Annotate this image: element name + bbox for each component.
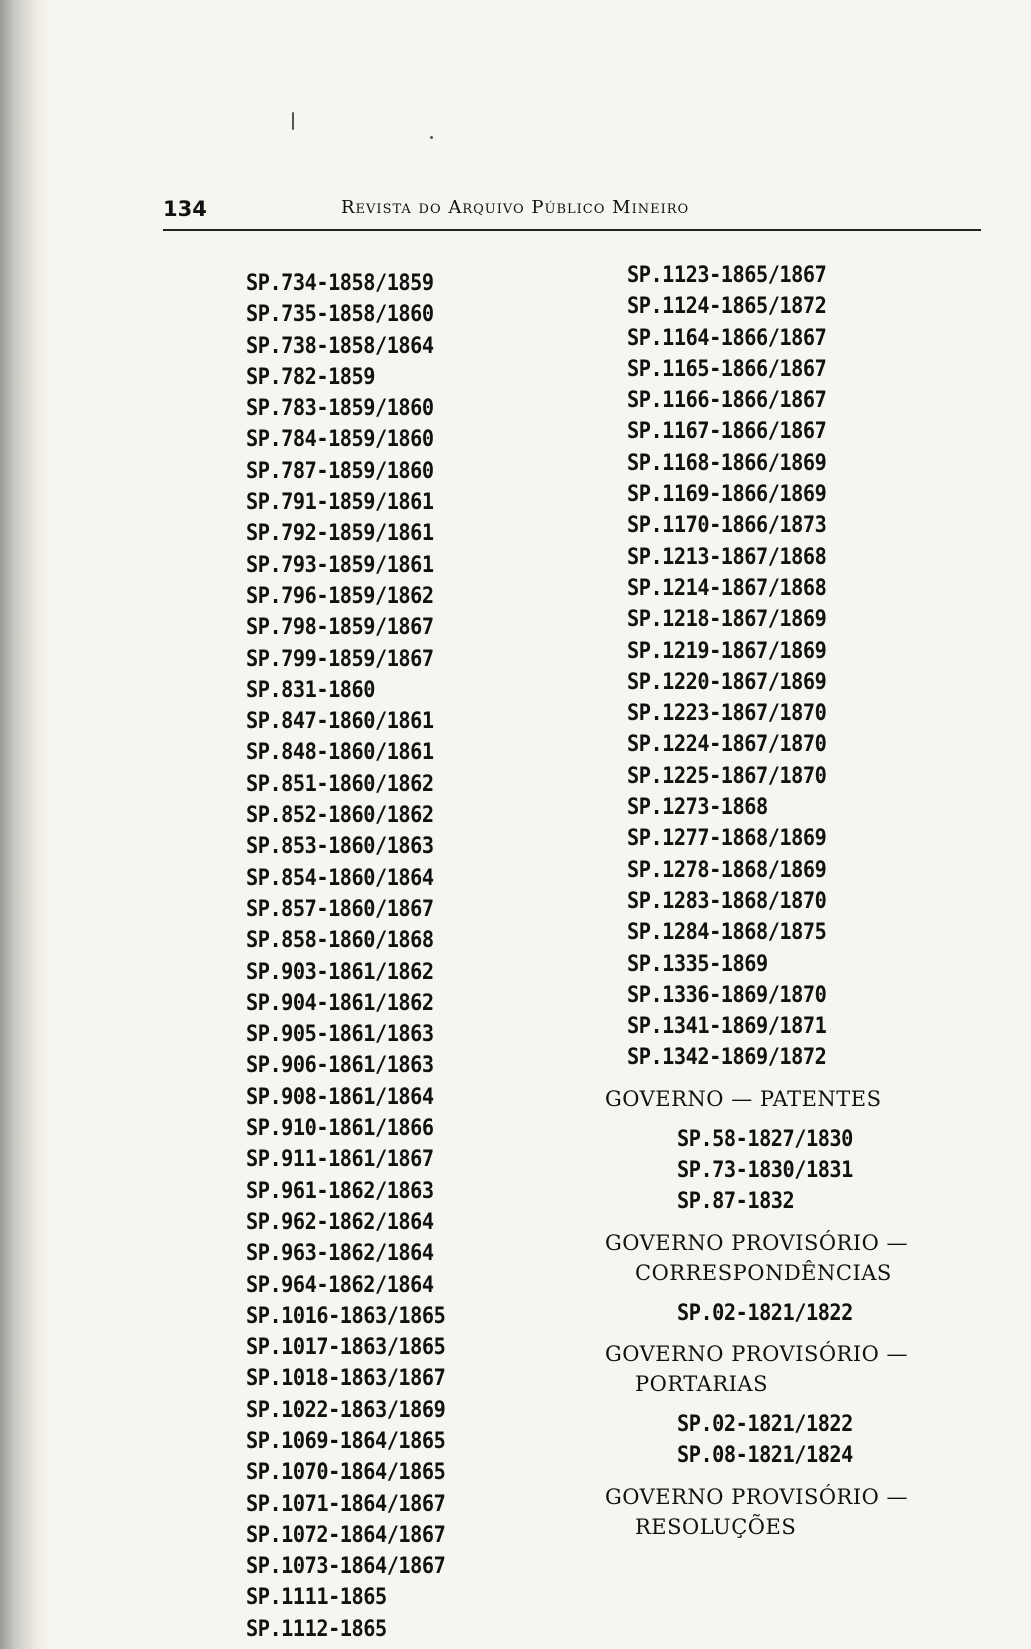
- catalog-code: SP.787-1859/1860: [246, 458, 434, 484]
- catalog-code: SP.1220-1867/1869: [627, 669, 827, 695]
- catalog-code: SP.1168-1866/1869: [627, 450, 827, 476]
- catalog-code: SP.58-1827/1830: [677, 1126, 853, 1152]
- section-codes: [605, 1409, 908, 1472]
- catalog-code: SP.1071-1864/1867: [246, 1491, 446, 1517]
- catalog-code: SP.1072-1864/1867: [246, 1522, 446, 1548]
- section-block: [605, 1084, 908, 1218]
- page-number: 134: [163, 197, 207, 221]
- ink-speck: [292, 112, 294, 130]
- catalog-code: SP.784-1859/1860: [246, 427, 434, 453]
- section-heading: CORRESPONDÊNCIAS: [635, 1260, 892, 1285]
- section-heading: GOVERNO — PATENTES: [605, 1086, 882, 1111]
- catalog-code: SP.848-1860/1861: [246, 740, 434, 766]
- catalog-code: SP.792-1859/1861: [246, 521, 434, 547]
- catalog-code: SP.782-1859: [246, 364, 375, 390]
- catalog-code: SP.738-1858/1864: [246, 333, 434, 359]
- catalog-code: SP.1164-1866/1867: [627, 325, 827, 351]
- catalog-code: SP.783-1859/1860: [246, 396, 434, 422]
- catalog-code: SP.08-1821/1824: [677, 1443, 853, 1469]
- catalog-code: SP.1069-1864/1865: [246, 1428, 446, 1454]
- catalog-code: SP.798-1859/1867: [246, 615, 434, 641]
- catalog-code: SP.851-1860/1862: [246, 771, 434, 797]
- catalog-code: SP.847-1860/1861: [246, 709, 434, 735]
- catalog-code: SP.1073-1864/1867: [246, 1554, 446, 1580]
- page-binding-shadow: [0, 0, 48, 1649]
- left-column: [246, 268, 463, 1645]
- catalog-code: SP.853-1860/1863: [246, 834, 434, 860]
- running-title: Revista do Arquivo Público Mineiro: [341, 197, 690, 218]
- catalog-code: SP.906-1861/1863: [246, 1053, 434, 1079]
- catalog-code: SP.1112-1865: [246, 1616, 387, 1642]
- catalog-code: SP.1169-1866/1869: [627, 482, 827, 508]
- section-heading: GOVERNO PROVISÓRIO —: [605, 1484, 909, 1509]
- catalog-code: SP.964-1862/1864: [246, 1272, 434, 1298]
- catalog-code: SP.1336-1869/1870: [627, 982, 827, 1008]
- catalog-code: SP.1016-1863/1865: [246, 1303, 446, 1329]
- catalog-code: SP.73-1830/1831: [677, 1158, 853, 1184]
- section-block: [605, 1482, 908, 1542]
- catalog-code: SP.1022-1863/1869: [246, 1397, 446, 1423]
- section-block: [605, 1228, 908, 1329]
- section-heading: GOVERNO PROVISÓRIO —: [605, 1230, 909, 1255]
- catalog-code: SP.1224-1867/1870: [627, 732, 827, 758]
- catalog-code: SP.1070-1864/1865: [246, 1460, 446, 1486]
- ink-speck: [430, 136, 433, 139]
- catalog-code: SP.1335-1869: [627, 951, 768, 977]
- catalog-code: SP.904-1861/1862: [246, 990, 434, 1016]
- catalog-code: SP.905-1861/1863: [246, 1022, 434, 1048]
- catalog-code: SP.1223-1867/1870: [627, 701, 827, 727]
- catalog-code: SP.1214-1867/1868: [627, 575, 827, 601]
- catalog-code: SP.910-1861/1866: [246, 1116, 434, 1142]
- code-list: [605, 260, 908, 1074]
- catalog-code: SP.799-1859/1867: [246, 646, 434, 672]
- catalog-code: SP.735-1858/1860: [246, 302, 434, 328]
- catalog-code: SP.1341-1869/1871: [627, 1014, 827, 1040]
- catalog-code: SP.791-1859/1861: [246, 490, 434, 516]
- catalog-code: SP.02-1821/1822: [677, 1411, 853, 1437]
- catalog-code: SP.911-1861/1867: [246, 1147, 434, 1173]
- catalog-code: SP.1111-1865: [246, 1585, 387, 1611]
- catalog-code: SP.852-1860/1862: [246, 803, 434, 829]
- catalog-code: SP.793-1859/1861: [246, 552, 434, 578]
- catalog-code: SP.02-1821/1822: [677, 1300, 853, 1326]
- catalog-code: SP.831-1860: [246, 677, 375, 703]
- page-header: [163, 197, 981, 231]
- section-block: [605, 1339, 908, 1472]
- catalog-code: SP.857-1860/1867: [246, 896, 434, 922]
- catalog-code: SP.1277-1868/1869: [627, 826, 827, 852]
- catalog-code: SP.1165-1866/1867: [627, 356, 827, 382]
- catalog-code: SP.1342-1869/1872: [627, 1045, 827, 1071]
- catalog-code: SP.1225-1867/1870: [627, 763, 827, 789]
- catalog-code: SP.1213-1867/1868: [627, 544, 827, 570]
- catalog-code: SP.963-1862/1864: [246, 1241, 434, 1267]
- section-heading: PORTARIAS: [635, 1371, 768, 1396]
- catalog-code: SP.903-1861/1862: [246, 959, 434, 985]
- section-codes: [605, 1124, 908, 1218]
- catalog-code: SP.1017-1863/1865: [246, 1335, 446, 1361]
- catalog-code: SP.1123-1865/1867: [627, 263, 827, 288]
- catalog-code: SP.1278-1868/1869: [627, 857, 827, 883]
- catalog-code: SP.734-1858/1859: [246, 271, 434, 296]
- catalog-code: SP.854-1860/1864: [246, 865, 434, 891]
- section-heading: GOVERNO PROVISÓRIO —: [605, 1341, 909, 1366]
- catalog-code: SP.796-1859/1862: [246, 583, 434, 609]
- catalog-code: SP.1124-1865/1872: [627, 294, 827, 320]
- catalog-code: SP.962-1862/1864: [246, 1209, 434, 1235]
- catalog-code: SP.961-1862/1863: [246, 1178, 434, 1204]
- catalog-code: SP.858-1860/1868: [246, 928, 434, 954]
- catalog-code: SP.1284-1868/1875: [627, 920, 827, 946]
- catalog-code: SP.1219-1867/1869: [627, 638, 827, 664]
- catalog-code: SP.1167-1866/1867: [627, 419, 827, 445]
- catalog-code: SP.1018-1863/1867: [246, 1366, 446, 1392]
- catalog-code: SP.1218-1867/1869: [627, 607, 827, 633]
- catalog-code: SP.1166-1866/1867: [627, 388, 827, 414]
- catalog-code: SP.1283-1868/1870: [627, 888, 827, 914]
- catalog-code: SP.1273-1868: [627, 795, 768, 821]
- section-heading: RESOLUÇÕES: [635, 1514, 797, 1539]
- catalog-code: SP.908-1861/1864: [246, 1084, 434, 1110]
- catalog-code: SP.87-1832: [677, 1189, 795, 1215]
- right-column: [605, 260, 908, 1542]
- section-codes: [605, 1298, 908, 1329]
- catalog-code: SP.1170-1866/1873: [627, 513, 827, 539]
